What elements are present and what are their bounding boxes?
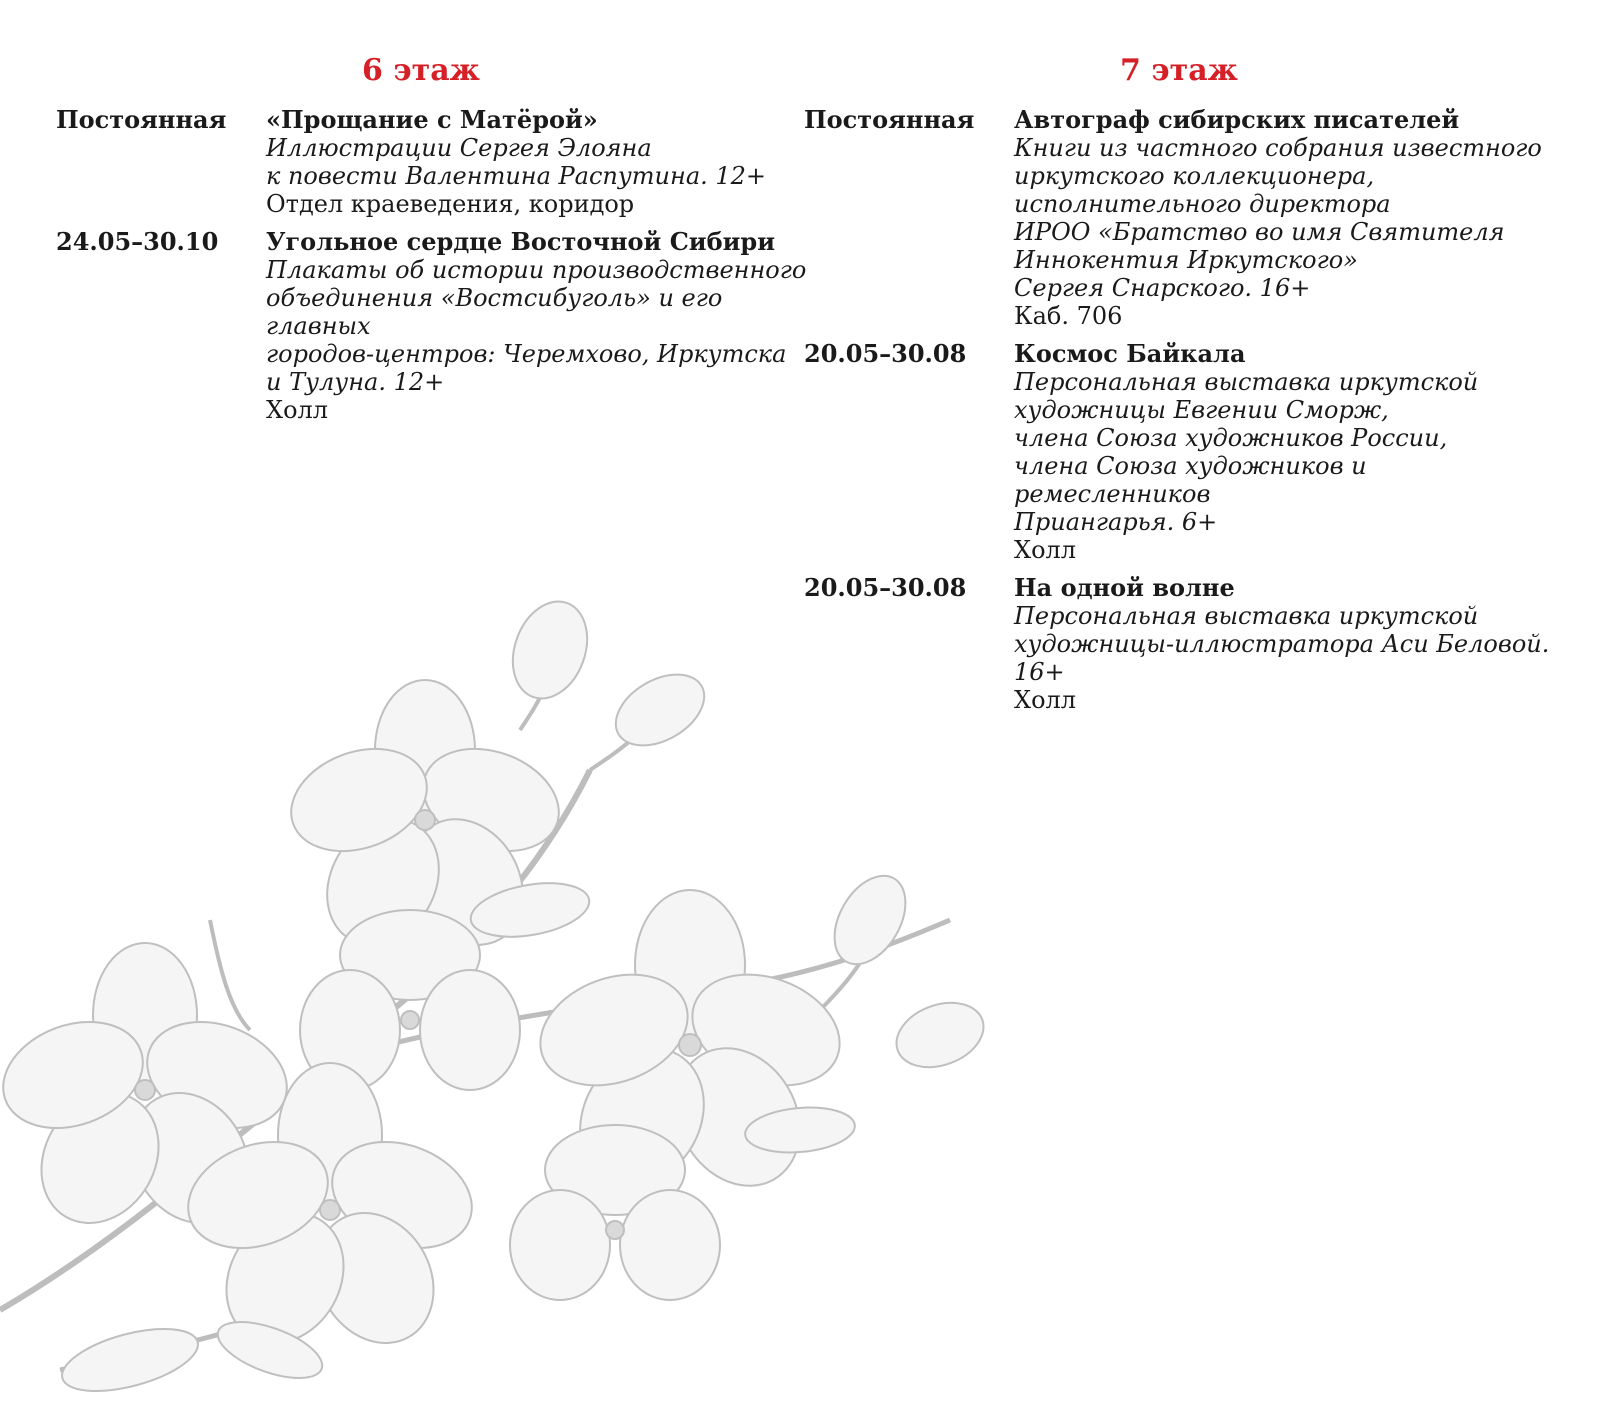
exhibition-info	[1014, 574, 1564, 714]
exhibition-entry	[56, 228, 826, 424]
floor-6-title: 6 этаж	[362, 53, 480, 88]
exhibition-title: Автограф сибирских писателей	[1014, 105, 1460, 134]
exhibition-description: Книги из частного собрания известного иркутского коллекционера, исполнительного директора ИРОО «Братство во имя Святителя Иннокентия Иркутского» Сергея Снарского. 16+	[1014, 134, 1542, 302]
exhibition-date: 24.05–30.10	[56, 227, 219, 256]
exhibition-info	[266, 228, 826, 424]
exhibition-location: Каб. 706	[1014, 302, 1123, 330]
exhibition-description: Персональная выставка иркутской художницы Евгении Сморж, члена Союза художников России, члена Союза художников и ремесленников Приангарья. 6+	[1014, 368, 1479, 536]
exhibition-title: На одной волне	[1014, 573, 1235, 602]
exhibition-location: Холл	[1014, 536, 1077, 564]
exhibition-title: «Прощание с Матёрой»	[266, 105, 598, 134]
exhibition-entry	[56, 106, 826, 218]
exhibition-description: Плакаты об истории производственного объединения «Востсибуголь» и его главных городов-центров: Черемхово, Иркутска и Тулуна. 12+	[266, 256, 807, 396]
exhibition-date: Постоянная	[804, 105, 975, 134]
exhibition-description: Иллюстрации Сергея Элояна к повести Валентина Распутина. 12+	[266, 134, 767, 190]
floor-7-title: 7 этаж	[1120, 53, 1238, 88]
exhibition-location: Отдел краеведения, коридор	[266, 190, 635, 218]
exhibition-entry	[804, 340, 1564, 564]
exhibition-entry	[804, 106, 1564, 330]
exhibition-entry	[804, 574, 1564, 714]
exhibition-info	[1014, 106, 1564, 330]
exhibition-date: Постоянная	[56, 105, 227, 134]
exhibition-title: Космос Байкала	[1014, 339, 1246, 368]
exhibition-date: 20.05–30.08	[804, 573, 967, 602]
floor-6-column	[56, 54, 826, 434]
exhibition-location: Холл	[266, 396, 329, 424]
exhibition-title: Угольное сердце Восточной Сибири	[266, 227, 775, 256]
exhibition-date: 20.05–30.08	[804, 339, 967, 368]
exhibition-info	[266, 106, 826, 218]
exhibition-description: Персональная выставка иркутской художницы-иллюстратора Аси Беловой. 16+	[1014, 602, 1550, 686]
exhibition-location: Холл	[1014, 686, 1077, 714]
exhibition-info	[1014, 340, 1564, 564]
floor-7-column	[804, 54, 1564, 724]
